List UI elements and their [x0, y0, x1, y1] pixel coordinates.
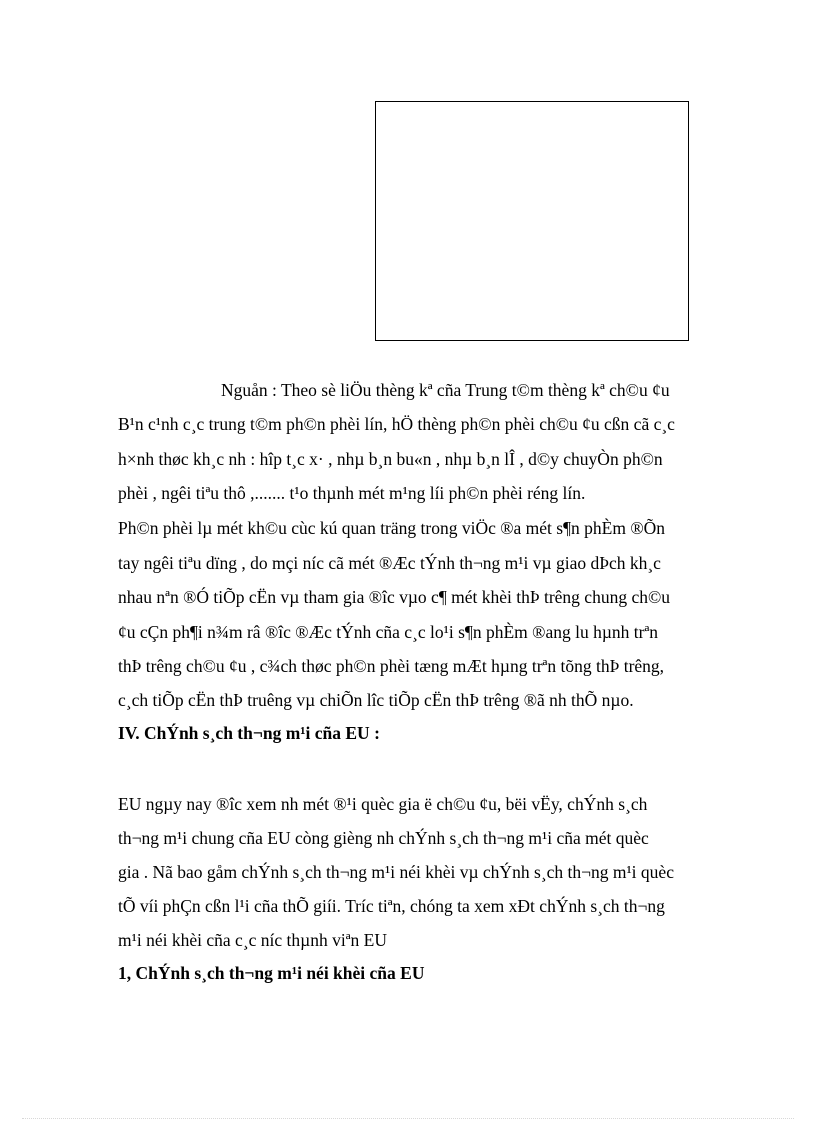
- paragraph-line: h×nh thøc kh¸c nh : hîp t¸c x· , nhµ b¸n bu«n , nhµ b¸n lÎ , d©y chuyÒn ph©n: [118, 449, 663, 469]
- paragraph-line: ¢u cÇn ph¶i n¾m râ ®îc ®Æc tÝnh cña c¸c lo¹i s¶n phÈm ®ang lu hµnh trªn: [118, 622, 659, 642]
- paragraph-line: tay ngêi tiªu dïng , do mçi níc cã mét ®Æc tÝnh th¬ng m¹i vµ giao dÞch kh¸c: [118, 553, 661, 573]
- paragraph-line: th¬ng m¹i chung cña EU còng gièng nh chÝnh s¸ch th¬ng m¹i cña mét quèc: [118, 828, 649, 848]
- paragraph-line: EU ngµy nay ®îc xem nh mét ®¹i quèc gia ë ch©u ¢u, bëi vËy, chÝnh s¸ch: [118, 794, 648, 814]
- figure-caption: Nguån : Theo sè liÖu thèng kª cña Trung t©m thèng kª ch©u ¢u: [221, 380, 670, 400]
- page-bottom-divider: [22, 1118, 794, 1119]
- paragraph-line: c¸ch tiÕp cËn thÞ truêng vµ chiÕn lîc tiÕp cËn thÞ trêng ®ã nh thÕ nµo.: [118, 690, 634, 710]
- figure-placeholder-box: [375, 101, 689, 341]
- paragraph-line: B¹n c¹nh c¸c trung t©m ph©n phèi lín, hÖ thèng ph©n phèi ch©u ¢u cßn cã c¸c: [118, 414, 675, 434]
- section-heading-1: 1, ChÝnh s¸ch th¬ng m¹i néi khèi cña EU: [118, 963, 425, 983]
- paragraph-line: thÞ trêng ch©u ¢u , c¾ch thøc ph©n phèi tæng mÆt hµng trªn tõng thÞ trêng,: [118, 656, 665, 676]
- paragraph-line: nhau nªn ®Ó tiÕp cËn vµ tham gia ®îc vµo c¶ mét khèi thÞ trêng chung ch©u: [118, 587, 671, 607]
- section-heading-iv: IV. ChÝnh s¸ch th¬ng m¹i cña EU :: [118, 723, 380, 743]
- paragraph-line: tÕ víi phÇn cßn l¹i cña thÕ giíi. Tríc tiªn, chóng ta xem xÐt chÝnh s¸ch th¬ng: [118, 896, 665, 916]
- paragraph-line: gia . Nã bao gåm chÝnh s¸ch th¬ng m¹i néi khèi vµ chÝnh s¸ch th¬ng m¹i quèc: [118, 862, 674, 882]
- paragraph-line: phèi , ngêi tiªu thô ,....... t¹o thµnh mét m¹ng líi ph©n phèi réng lín.: [118, 483, 586, 503]
- paragraph-line: m¹i néi khèi cña c¸c níc thµnh viªn EU: [118, 930, 387, 950]
- paragraph-line: Ph©n phèi lµ mét kh©u cùc kú quan träng trong viÖc ®a mét s¶n phÈm ®Õn: [118, 518, 666, 538]
